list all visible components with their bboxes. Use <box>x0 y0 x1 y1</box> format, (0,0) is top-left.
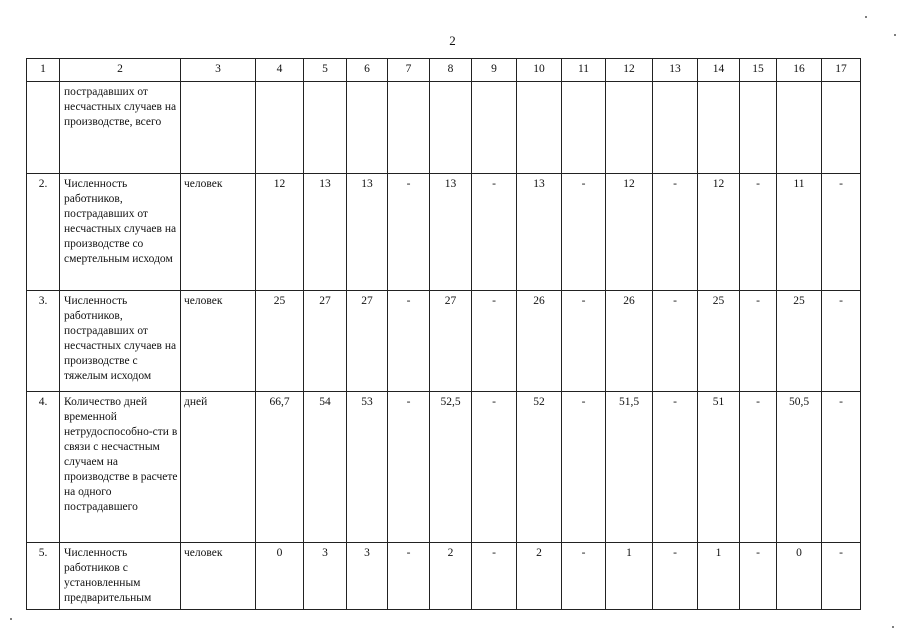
value-cell <box>822 82 861 174</box>
unit-cell: человек <box>181 291 256 392</box>
value-cell: 53 <box>347 392 388 543</box>
row-index <box>27 82 60 174</box>
column-number-cell: 7 <box>388 59 430 82</box>
value-cell: 3 <box>347 543 388 610</box>
value-cell: - <box>562 174 606 291</box>
unit-cell: человек <box>181 174 256 291</box>
indicator-name: пострадавших от несчастных случаев на производстве, всего <box>60 82 181 174</box>
table-row <box>27 82 861 174</box>
column-number-cell: 15 <box>740 59 777 82</box>
unit-cell: дней <box>181 392 256 543</box>
value-cell: - <box>388 174 430 291</box>
value-cell: 27 <box>430 291 472 392</box>
value-cell <box>606 82 653 174</box>
table-row <box>27 291 861 392</box>
value-cell: - <box>822 174 861 291</box>
column-number-cell: 2 <box>60 59 181 82</box>
value-cell: 0 <box>256 543 304 610</box>
row-index: 5. <box>27 543 60 610</box>
value-cell: - <box>653 392 698 543</box>
value-cell: 26 <box>517 291 562 392</box>
page-number: 2 <box>449 33 456 48</box>
value-cell: - <box>740 174 777 291</box>
indicators-table <box>26 58 861 610</box>
value-cell: - <box>653 291 698 392</box>
value-cell: 26 <box>606 291 653 392</box>
value-cell: 54 <box>304 392 347 543</box>
value-cell: - <box>472 392 517 543</box>
value-cell: - <box>388 392 430 543</box>
value-cell: 0 <box>777 543 822 610</box>
value-cell: 2 <box>430 543 472 610</box>
row-index: 2. <box>27 174 60 291</box>
value-cell: 27 <box>347 291 388 392</box>
value-cell: - <box>562 543 606 610</box>
value-cell: - <box>822 543 861 610</box>
column-number-cell: 8 <box>430 59 472 82</box>
value-cell <box>740 82 777 174</box>
column-number-cell: 3 <box>181 59 256 82</box>
column-number-cell: 17 <box>822 59 861 82</box>
value-cell: 52 <box>517 392 562 543</box>
value-cell: 13 <box>304 174 347 291</box>
column-number-cell: 12 <box>606 59 653 82</box>
value-cell <box>347 82 388 174</box>
scan-speck <box>892 626 894 628</box>
value-cell: 50,5 <box>777 392 822 543</box>
column-number-cell: 14 <box>698 59 740 82</box>
value-cell: 66,7 <box>256 392 304 543</box>
column-number-cell: 6 <box>347 59 388 82</box>
value-cell: 12 <box>606 174 653 291</box>
table-row <box>27 174 861 291</box>
scan-speck <box>894 34 896 36</box>
value-cell <box>653 82 698 174</box>
value-cell: 12 <box>256 174 304 291</box>
value-cell: - <box>472 543 517 610</box>
value-cell: 51 <box>698 392 740 543</box>
column-number-cell: 5 <box>304 59 347 82</box>
value-cell: 25 <box>777 291 822 392</box>
value-cell: - <box>472 174 517 291</box>
value-cell <box>304 82 347 174</box>
value-cell: 13 <box>517 174 562 291</box>
value-cell: 25 <box>256 291 304 392</box>
indicator-name: Численность работников, пострадавших от несчастных случаев на производстве с тяжелым исходом <box>60 291 181 392</box>
value-cell: 12 <box>698 174 740 291</box>
value-cell: 25 <box>698 291 740 392</box>
column-number-row <box>27 59 861 82</box>
value-cell <box>562 82 606 174</box>
indicator-name: Численность работников с установленным предварительным <box>60 543 181 610</box>
value-cell: - <box>653 543 698 610</box>
value-cell: 51,5 <box>606 392 653 543</box>
unit-cell <box>181 82 256 174</box>
value-cell: - <box>472 291 517 392</box>
row-index: 3. <box>27 291 60 392</box>
value-cell: - <box>388 543 430 610</box>
value-cell <box>777 82 822 174</box>
value-cell: 2 <box>517 543 562 610</box>
value-cell <box>472 82 517 174</box>
unit-cell: человек <box>181 543 256 610</box>
indicator-name: Количество дней временной нетрудоспособно-сти в связи с несчастным случаем на производстве в расчете на одного пострадавшего <box>60 392 181 543</box>
value-cell <box>388 82 430 174</box>
table-row <box>27 392 861 543</box>
value-cell <box>256 82 304 174</box>
scan-speck <box>10 618 12 620</box>
value-cell: - <box>740 392 777 543</box>
value-cell: - <box>562 392 606 543</box>
indicator-name: Численность работников, пострадавших от несчастных случаев на производстве со смертельным исходом <box>60 174 181 291</box>
value-cell: 27 <box>304 291 347 392</box>
value-cell: - <box>822 392 861 543</box>
value-cell: - <box>562 291 606 392</box>
value-cell: - <box>740 543 777 610</box>
value-cell: - <box>822 291 861 392</box>
value-cell: 1 <box>606 543 653 610</box>
column-number-cell: 1 <box>27 59 60 82</box>
column-number-cell: 10 <box>517 59 562 82</box>
value-cell: - <box>740 291 777 392</box>
column-number-cell: 13 <box>653 59 698 82</box>
value-cell: 11 <box>777 174 822 291</box>
table-row <box>27 543 861 610</box>
value-cell: - <box>388 291 430 392</box>
scan-speck <box>865 16 867 18</box>
value-cell <box>698 82 740 174</box>
value-cell: 3 <box>304 543 347 610</box>
column-number-cell: 16 <box>777 59 822 82</box>
value-cell <box>517 82 562 174</box>
value-cell: 13 <box>430 174 472 291</box>
value-cell: 52,5 <box>430 392 472 543</box>
value-cell: - <box>653 174 698 291</box>
column-number-cell: 4 <box>256 59 304 82</box>
value-cell <box>430 82 472 174</box>
value-cell: 13 <box>347 174 388 291</box>
column-number-cell: 9 <box>472 59 517 82</box>
row-index: 4. <box>27 392 60 543</box>
column-number-cell: 11 <box>562 59 606 82</box>
value-cell: 1 <box>698 543 740 610</box>
